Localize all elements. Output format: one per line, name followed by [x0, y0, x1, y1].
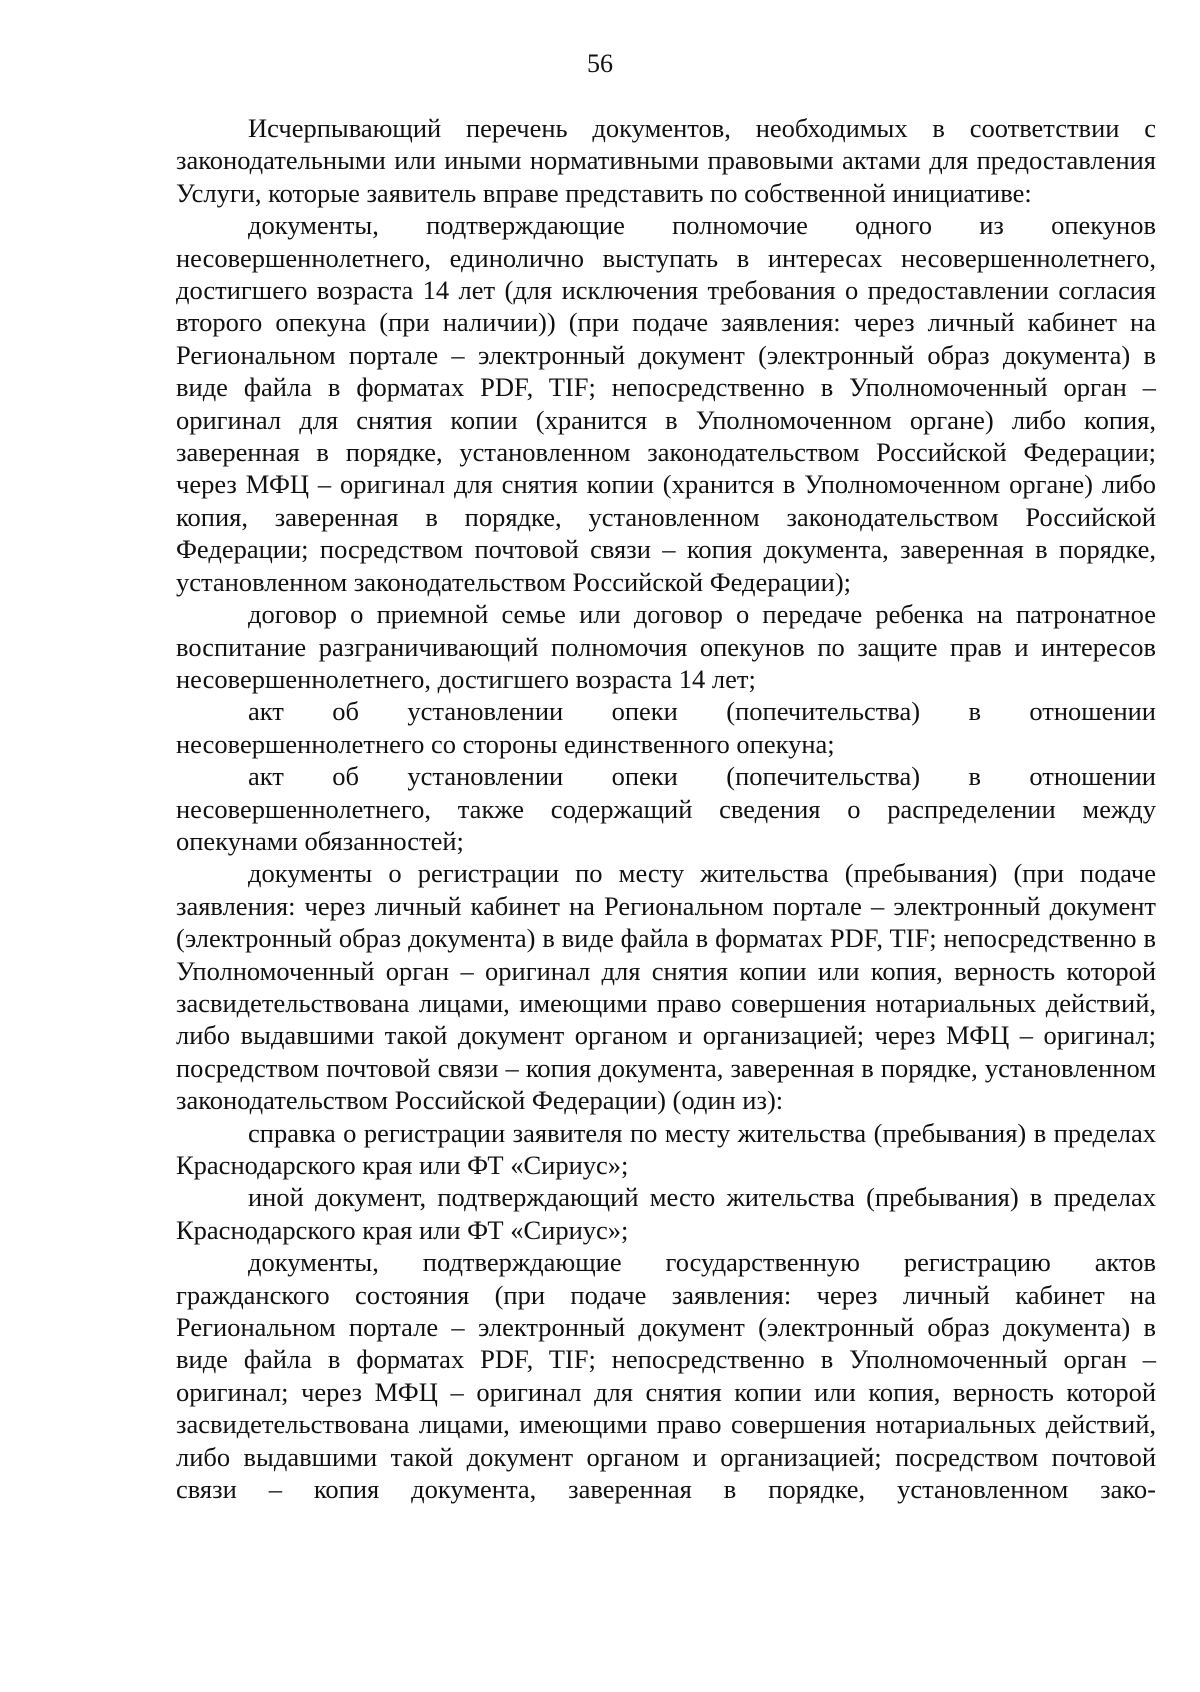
- page-number: 56: [587, 49, 613, 78]
- paragraph-registration-certificate: справка о регистрации заявителя по месту жительства (пребывания) в пределах Краснодарского края или ФТ «Сириус»;: [176, 1117, 1156, 1180]
- paragraph-civil-status-docs: документы, подтверждающие государственную регистрацию актов гражданского состояния (при подаче заявления: через личный кабинет на Региональном портале – электронный документ (электронный образ документа) в виде файла в форматах PDF, TIF; непосредственно в Уполномоченный орган – оригинал; через МФЦ – оригинал для снятия копии или копия, верность которой засвидетельствована лицами, имеющими право совершения нотариальных действий, либо выдавшими такой документ органом и организацией; посредством почтовой связи – копия документа, заверенная в порядке, установленном зако-: [176, 1247, 1156, 1505]
- paragraph-guardianship-duties-act: акт об установлении опеки (попечительства) в отношении несовершеннолетнего, также содержащий сведения о распределении между опекунами обязанностей;: [176, 761, 1156, 856]
- document-body: [176, 112, 1156, 1505]
- paragraph-sole-guardian-act: акт об установлении опеки (попечительства) в отношении несовершеннолетнего со стороны единственного опекуна;: [176, 696, 1156, 759]
- paragraph-guardian-authority-docs: документы, подтверждающие полномочие одного из опекунов несовершеннолетнего, единолично выступать в интересах несовершеннолетнего, достигшего возраста 14 лет (для исключения требования о предоставлении согласия второго опекуна (при наличии)) (при подаче заявления: через личный кабинет на Региональном портале – электронный документ (электронный образ документа) в виде файла в форматах PDF, TIF; непосредственно в Уполномоченный орган – оригинал для снятия копии (хранится в Уполномоченном органе) либо копия, заверенная в порядке, установленном законодательством Российской Федерации; через МФЦ – оригинал для снятия копии (хранится в Уполномоченном органе) либо копия, заверенная в порядке, установленном законодательством Российской Федерации; посредством почтовой связи – копия документа, заверенная в порядке, установленном законодательством Российской Федерации);: [176, 210, 1156, 597]
- paragraph-foster-agreement: договор о приемной семье или договор о передаче ребенка на патронатное воспитание разграничивающий полномочия опекунов по защите прав и интересов несовершеннолетнего, достигшего возраста 14 лет;: [176, 599, 1156, 694]
- paragraph-other-residence-doc: иной документ, подтверждающий место жительства (пребывания) в пределах Краснодарского края или ФТ «Сириус»;: [176, 1182, 1156, 1245]
- paragraph-intro: Исчерпывающий перечень документов, необходимых в соответствии с законодательными или иными нормативными правовыми актами для предоставления Услуги, которые заявитель вправе представить по собственной инициативе:: [176, 113, 1156, 208]
- paragraph-residence-registration-docs: документы о регистрации по месту жительства (пребывания) (при подаче заявления: через личный кабинет на Региональном портале – электронный документ (электронный образ документа) в виде файла в форматах PDF, TIF; непосредственно в Уполномоченный орган – оригинал для снятия копии или копия, верность которой засвидетельствована лицами, имеющими право совершения нотариальных действий, либо выдавшими такой документ органом и организацией; через МФЦ – оригинал; посредством почтовой связи – копия документа, заверенная в порядке, установленном законодательством Российской Федерации) (один из):: [176, 858, 1156, 1116]
